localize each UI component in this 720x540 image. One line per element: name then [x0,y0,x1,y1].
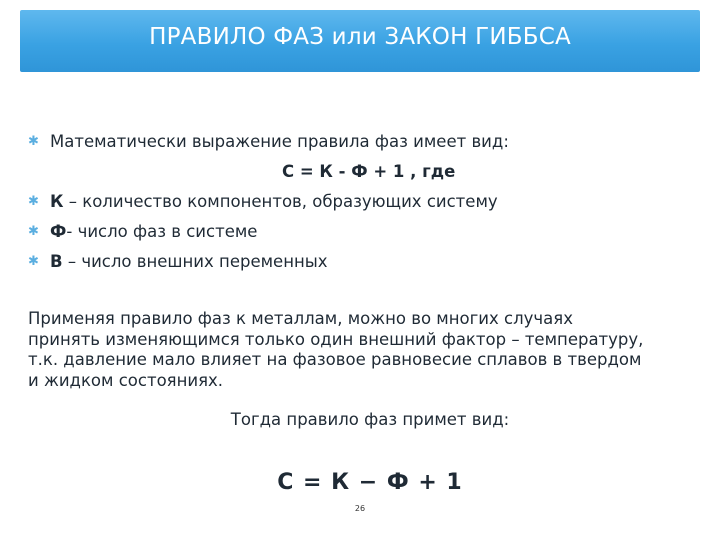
bullet-list [28,132,708,282]
paragraph-line: принять изменяющимся только один внешний фактор – температуру, [28,329,644,349]
bullet-text: К – количество компонентов, образующих систему [50,192,498,211]
bullet-item [28,192,708,222]
bullet-star-icon: ✱ [28,224,39,239]
bullet-item [28,222,708,252]
bullet-text: В – число внешних переменных [50,252,328,271]
paragraph-line: Применяя правило фаз к металлам, можно во многих случаях [28,309,573,328]
phase-rule-formula: С = К - Ф + 1 , где [282,162,456,181]
body-paragraph [28,309,708,391]
bullet-star-icon: ✱ [28,194,39,209]
title-banner [20,10,700,72]
bullet-item [28,252,708,282]
bullet-item [28,132,708,162]
bullet-star-icon: ✱ [28,134,39,149]
metal-phase-rule-formula: С = К − Ф + 1 [277,470,463,495]
slide-title: ПРАВИЛО ФАЗ или ЗАКОН ГИББСА [149,24,571,50]
paragraph-line: т.к. давление мало влияет на фазовое равновесие сплавов в твердом [28,350,642,369]
page-number: 26 [354,504,366,513]
bullet-text: Ф- число фаз в системе [50,222,258,241]
bullet-text: Математически выражение правила фаз имеет вид: [50,132,509,151]
paragraph-line: и жидком состояниях. [28,370,224,390]
conclusion-line: Тогда правило фаз примет вид: [230,410,510,429]
bullet-star-icon: ✱ [28,254,39,269]
